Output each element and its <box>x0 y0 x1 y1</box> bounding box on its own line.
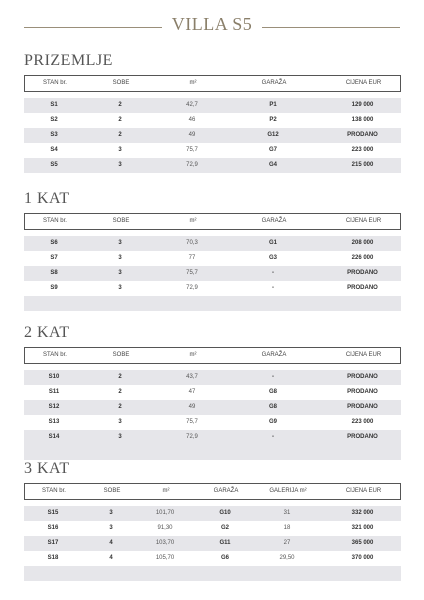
table-cell: 43,7 <box>186 374 198 380</box>
table-row <box>24 551 401 566</box>
column-header: STAN br. <box>43 352 67 358</box>
column-header: m² <box>189 352 197 358</box>
table-cell: G8 <box>268 404 277 410</box>
table-cell: 70,3 <box>186 240 198 246</box>
table-header <box>24 213 401 230</box>
table-cell: 3 <box>118 162 122 168</box>
table-cell: 3 <box>118 147 122 153</box>
table-cell: 18 <box>283 525 291 531</box>
floor-title: 1 KAT <box>24 190 70 207</box>
table-cell: 223 000 <box>351 147 374 153</box>
table-cell: G3 <box>268 255 277 261</box>
table-cell: 27 <box>283 540 291 546</box>
table-cell: 332 000 <box>351 510 374 516</box>
table-cell: G10 <box>219 510 231 516</box>
floor-section <box>24 458 401 581</box>
table-cell: PRODANO <box>347 389 378 395</box>
table-row <box>24 506 401 521</box>
table-cell: S17 <box>47 540 59 546</box>
table-cell: 2 <box>118 102 122 108</box>
floor-section <box>24 188 401 311</box>
table-cell: 46 <box>188 117 196 123</box>
table-row <box>24 370 401 385</box>
table-cell: S11 <box>48 389 60 395</box>
table-cell: S13 <box>48 419 60 425</box>
table-cell: 215 000 <box>351 162 374 168</box>
table-row <box>24 281 401 296</box>
table-cell: P2 <box>269 117 277 123</box>
table-cell: - <box>272 270 274 276</box>
table-row-empty <box>24 296 401 311</box>
column-header: STAN br. <box>43 218 67 224</box>
table-row <box>24 158 401 173</box>
table-cell: 3 <box>109 510 113 516</box>
table-cell: 223 000 <box>351 419 374 425</box>
table-cell: P1 <box>269 102 277 108</box>
table-row <box>24 236 401 251</box>
table-cell: G9 <box>268 419 277 425</box>
table-cell: S10 <box>48 374 60 380</box>
table-cell: 129 000 <box>351 102 374 108</box>
table-cell: 3 <box>118 240 122 246</box>
table-cell: 365 000 <box>351 540 374 546</box>
table-cell: 75,7 <box>186 147 198 153</box>
table-cell: 105,70 <box>155 555 175 561</box>
table-cell: PRODANO <box>347 434 378 440</box>
floor-title: 2 KAT <box>24 324 70 341</box>
table-cell: S7 <box>50 255 58 261</box>
table-cell: 72,9 <box>186 434 198 440</box>
table-cell: 2 <box>118 117 122 123</box>
table-cell: PRODANO <box>347 404 378 410</box>
column-header: GALERIJA m² <box>269 488 307 494</box>
table-cell: S3 <box>50 132 58 138</box>
title-divider-right <box>262 27 400 28</box>
table-cell: 72,9 <box>186 162 198 168</box>
table-cell: 72,9 <box>186 285 198 291</box>
table-row <box>24 113 401 128</box>
table-row <box>24 430 401 445</box>
table-cell: 2 <box>118 389 122 395</box>
floor-section <box>24 322 401 460</box>
table-cell: G11 <box>219 540 231 546</box>
column-header: GARAŽA <box>261 218 287 224</box>
table-cell: 3 <box>118 434 122 440</box>
table-cell: S1 <box>50 102 58 108</box>
table-cell: G2 <box>220 525 229 531</box>
column-header: CIJENA EUR <box>345 218 382 224</box>
table-row-empty <box>24 566 401 581</box>
table-cell: - <box>272 285 274 291</box>
table-cell: 42,7 <box>186 102 198 108</box>
table-cell: 138 000 <box>351 117 374 123</box>
floor-title: PRIZEMLJE <box>24 52 113 69</box>
table-cell: 101,70 <box>155 510 175 516</box>
table-cell: S18 <box>47 555 59 561</box>
table-cell: G7 <box>268 147 277 153</box>
table-cell: G4 <box>268 162 277 168</box>
column-header: STAN br. <box>42 488 66 494</box>
column-header: SOBE <box>112 352 130 358</box>
table-cell: 2 <box>118 374 122 380</box>
table-cell: 75,7 <box>186 270 198 276</box>
table-row <box>24 128 401 143</box>
column-header: GARAŽA <box>261 80 287 86</box>
table-row <box>24 521 401 536</box>
table-cell: 29,50 <box>279 555 295 561</box>
table-cell: 321 000 <box>351 525 374 531</box>
table-cell: S6 <box>50 240 58 246</box>
table-cell: S4 <box>50 147 58 153</box>
table-cell: S8 <box>50 270 58 276</box>
floor-title: 3 KAT <box>24 460 70 477</box>
table-cell: PRODANO <box>347 374 378 380</box>
column-header: CIJENA EUR <box>345 80 382 86</box>
page-title: VILLA S5 <box>171 14 253 34</box>
column-header: SOBE <box>103 488 121 494</box>
table-header <box>24 483 401 500</box>
column-header: CIJENA EUR <box>345 488 382 494</box>
table-cell: S12 <box>48 404 60 410</box>
table-cell: 226 000 <box>351 255 374 261</box>
table-cell: G6 <box>220 555 229 561</box>
column-header: m² <box>189 218 197 224</box>
table-cell: S2 <box>50 117 58 123</box>
table-row <box>24 415 401 430</box>
table-row <box>24 536 401 551</box>
column-header: m² <box>189 80 197 86</box>
table-cell: 370 000 <box>351 555 374 561</box>
table-cell: 75,7 <box>186 419 198 425</box>
column-header: GARAŽA <box>213 488 239 494</box>
table-cell: S14 <box>48 434 60 440</box>
table-row <box>24 98 401 113</box>
table-row <box>24 143 401 158</box>
table-header <box>24 347 401 364</box>
table-cell: G1 <box>268 240 277 246</box>
table-cell: S9 <box>50 285 58 291</box>
table-cell: 208 000 <box>351 240 374 246</box>
table-cell: 103,70 <box>155 540 175 546</box>
table-cell: 2 <box>118 132 122 138</box>
table-cell: 31 <box>283 510 291 516</box>
table-cell: 3 <box>118 419 122 425</box>
table-row <box>24 251 401 266</box>
table-cell: 49 <box>188 404 196 410</box>
table-cell: PRODANO <box>347 270 378 276</box>
table-cell: S15 <box>47 510 59 516</box>
table-cell: - <box>272 374 274 380</box>
column-header: SOBE <box>112 80 130 86</box>
table-cell: - <box>272 434 274 440</box>
table-cell: 3 <box>118 285 122 291</box>
table-row <box>24 266 401 281</box>
table-cell: 77 <box>188 255 196 261</box>
column-header: CIJENA EUR <box>345 352 382 358</box>
table-cell: G8 <box>268 389 277 395</box>
table-cell: 49 <box>188 132 196 138</box>
table-cell: 3 <box>118 270 122 276</box>
table-cell: 3 <box>118 255 122 261</box>
page-header <box>24 14 400 38</box>
column-header: GARAŽA <box>261 352 287 358</box>
table-cell: 2 <box>118 404 122 410</box>
table-cell: S16 <box>47 525 59 531</box>
table-cell: G12 <box>267 132 279 138</box>
table-cell: 47 <box>188 389 196 395</box>
table-cell: S5 <box>50 162 58 168</box>
table-cell: 91,30 <box>157 525 173 531</box>
column-header: SOBE <box>112 218 130 224</box>
table-row <box>24 400 401 415</box>
table-cell: 3 <box>109 525 113 531</box>
table-cell: PRODANO <box>347 132 378 138</box>
table-header <box>24 75 401 92</box>
column-header: m² <box>162 488 170 494</box>
table-cell: 4 <box>109 540 113 546</box>
table-row <box>24 385 401 400</box>
column-header: STAN br. <box>43 80 67 86</box>
table-cell: PRODANO <box>347 285 378 291</box>
table-cell: 4 <box>109 555 113 561</box>
floor-section <box>24 50 401 173</box>
